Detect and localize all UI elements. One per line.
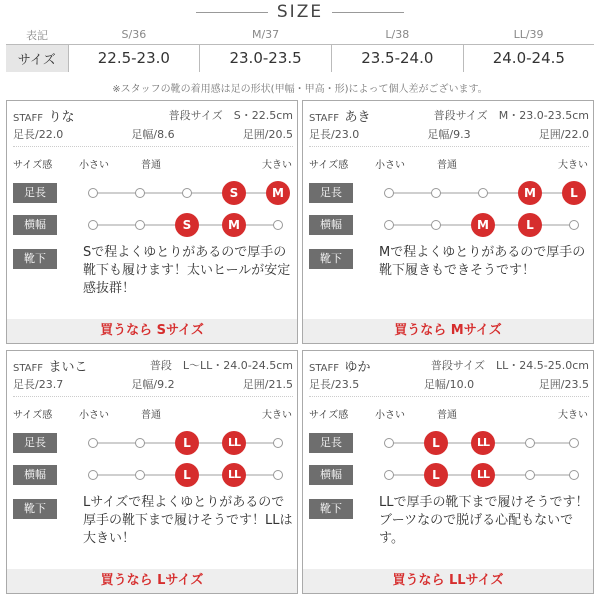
- size-fit-marker-length: LL: [222, 431, 246, 455]
- size-range: 22.5-23.0: [68, 44, 200, 72]
- size-code: M/37: [200, 26, 332, 44]
- row-label-socks: 靴下: [309, 499, 353, 519]
- foot-length: 足長/23.5: [309, 378, 360, 391]
- staff-review-panel: [6, 100, 298, 344]
- scale-normal-label: 普通: [437, 160, 457, 171]
- staff-review-panel: [302, 100, 594, 344]
- foot-girth: 足囲/23.5: [538, 378, 589, 391]
- size-range: 23.0-23.5: [200, 44, 332, 72]
- foot-width: 足幅/10.0: [423, 378, 475, 391]
- size-fit-marker-width: S: [175, 213, 199, 237]
- scale-dot: [135, 470, 145, 480]
- scale-dot: [525, 438, 535, 448]
- size-fit-marker-length: M: [518, 181, 542, 205]
- scale-dot: [273, 470, 283, 480]
- scale-dot: [384, 470, 394, 480]
- size-fit-marker-width: L: [518, 213, 542, 237]
- scale-dot: [88, 188, 98, 198]
- scale-small-label: 小さい: [375, 160, 405, 171]
- size-fit-marker-width: LL: [222, 463, 246, 487]
- size-fit-marker-width: M: [222, 213, 246, 237]
- staff-name: あき: [344, 110, 371, 125]
- row-label-socks: 靴下: [13, 249, 57, 269]
- scale-small-label: 小さい: [375, 410, 405, 421]
- usual-size: 普段サイズ M・23.0-23.5cm: [433, 109, 589, 122]
- size-title: SIZE: [276, 2, 324, 22]
- size-fit-marker-length: L: [424, 431, 448, 455]
- row-label-length: 足長: [13, 433, 57, 453]
- foot-length: 足長/23.7: [13, 378, 64, 391]
- title-divider-left: [196, 12, 268, 13]
- staff-comment: Lサイズで程よくゆとりがあるので厚手の靴下まで履けそうです！LLは大きい！: [83, 495, 293, 546]
- foot-measurements: [309, 376, 589, 397]
- foot-girth: 足囲/22.0: [538, 128, 589, 141]
- scale-normal-label: 普通: [437, 410, 457, 421]
- scale-dot: [88, 220, 98, 230]
- row-label-width: 横幅: [13, 215, 57, 235]
- row-label-length: 足長: [309, 433, 353, 453]
- scale-small-label: 小さい: [79, 410, 109, 421]
- scale-dot: [88, 470, 98, 480]
- foot-girth: 足囲/21.5: [242, 378, 293, 391]
- scale-dot: [569, 220, 579, 230]
- scale-label: サイズ感: [13, 410, 53, 421]
- row-label-width: 横幅: [13, 465, 57, 485]
- row-label-length: 足長: [13, 183, 57, 203]
- foot-girth: 足囲/20.5: [242, 128, 293, 141]
- staff-header: [309, 356, 589, 375]
- scale-dot: [431, 188, 441, 198]
- size-fit-marker-width: L: [175, 463, 199, 487]
- recommended-size: 買うなら Lサイズ: [7, 569, 297, 593]
- scale-big-label: 大きい: [558, 410, 588, 421]
- scale-dot: [478, 188, 488, 198]
- foot-width: 足幅/9.2: [131, 378, 175, 391]
- foot-measurements: [309, 126, 589, 147]
- size-code: L/38: [331, 26, 463, 44]
- recommended-size: 買うなら LLサイズ: [303, 569, 593, 593]
- staff-header: [13, 356, 293, 375]
- recommended-size: 買うなら Sサイズ: [7, 319, 297, 343]
- scale-dot: [135, 438, 145, 448]
- scale-dot: [135, 220, 145, 230]
- size-fit-marker-width: L: [424, 463, 448, 487]
- staff-header: [13, 106, 293, 125]
- scale-dot: [569, 470, 579, 480]
- size-fit-marker-length: LL: [471, 431, 495, 455]
- usual-size: 普段 L〜LL・24.0-24.5cm: [149, 359, 293, 372]
- staff-label: STAFF: [13, 363, 44, 374]
- row-label-length: 足長: [309, 183, 353, 203]
- scale-big-label: 大きい: [558, 160, 588, 171]
- usual-size: 普段サイズ S・22.5cm: [168, 109, 293, 122]
- size-fit-marker-length: L: [175, 431, 199, 455]
- scale-label: サイズ感: [309, 410, 349, 421]
- size-code: LL/39: [463, 26, 594, 44]
- scale-dot: [182, 188, 192, 198]
- scale-dot: [135, 188, 145, 198]
- usual-size: 普段サイズ LL・24.5-25.0cm: [430, 359, 589, 372]
- size-table-label-header: 表記: [6, 26, 68, 44]
- scale-dot: [431, 220, 441, 230]
- scale-big-label: 大きい: [262, 410, 292, 421]
- size-fit-marker-width: M: [471, 213, 495, 237]
- fit-disclaimer: ※スタッフの靴の着用感は足の形状(甲幅・甲高・形)によって個人差がございます。: [112, 84, 488, 95]
- foot-width: 足幅/9.3: [427, 128, 471, 141]
- scale-dot: [273, 220, 283, 230]
- size-fit-marker-length: L: [562, 181, 586, 205]
- staff-label: STAFF: [13, 113, 44, 124]
- scale-normal-label: 普通: [141, 410, 161, 421]
- row-label-width: 横幅: [309, 465, 353, 485]
- scale-dot: [525, 470, 535, 480]
- size-table-range-row: [6, 44, 594, 72]
- staff-comment: Mで程よくゆとりがあるので厚手の靴下履きもできそうです！: [379, 245, 586, 278]
- staff-comment: LLで厚手の靴下まで履けそうです！ブーツなので脱げる心配もないです。: [379, 495, 589, 546]
- scale-dot: [88, 438, 98, 448]
- size-range: 23.5-24.0: [331, 44, 463, 72]
- staff-comment: Sで程よくゆとりがあるので厚手の靴下も履けます！太いヒールが安定感抜群！: [83, 245, 291, 296]
- size-table-header-row: [6, 26, 594, 44]
- scale-label: サイズ感: [309, 160, 349, 171]
- size-table: [6, 26, 594, 72]
- scale-dot: [569, 438, 579, 448]
- staff-name: ゆか: [344, 360, 371, 375]
- foot-measurements: [13, 376, 293, 397]
- staff-name: りな: [48, 110, 75, 125]
- foot-measurements: [13, 126, 293, 147]
- foot-width: 足幅/8.6: [131, 128, 175, 141]
- foot-length: 足長/23.0: [309, 128, 360, 141]
- size-code: S/36: [68, 26, 200, 44]
- recommended-size: 買うなら Mサイズ: [303, 319, 593, 343]
- scale-small-label: 小さい: [79, 160, 109, 171]
- size-fit-marker-width: LL: [471, 463, 495, 487]
- title-divider-right: [332, 12, 404, 13]
- row-label-socks: 靴下: [13, 499, 57, 519]
- size-table-row-label: サイズ: [6, 44, 68, 72]
- foot-length: 足長/22.0: [13, 128, 64, 141]
- staff-review-panel: [302, 350, 594, 594]
- staff-review-panel: [6, 350, 298, 594]
- staff-name: まいこ: [48, 360, 88, 375]
- scale-dot: [384, 188, 394, 198]
- scale-label: サイズ感: [13, 160, 53, 171]
- scale-dot: [273, 438, 283, 448]
- scale-normal-label: 普通: [141, 160, 161, 171]
- row-label-socks: 靴下: [309, 249, 353, 269]
- size-fit-marker-length: S: [222, 181, 246, 205]
- row-label-width: 横幅: [309, 215, 353, 235]
- scale-dot: [384, 220, 394, 230]
- staff-label: STAFF: [309, 113, 340, 124]
- size-range: 24.0-24.5: [463, 44, 594, 72]
- staff-label: STAFF: [309, 363, 340, 374]
- staff-header: [309, 106, 589, 125]
- scale-dot: [384, 438, 394, 448]
- scale-big-label: 大きい: [262, 160, 292, 171]
- size-fit-marker-length: M: [266, 181, 290, 205]
